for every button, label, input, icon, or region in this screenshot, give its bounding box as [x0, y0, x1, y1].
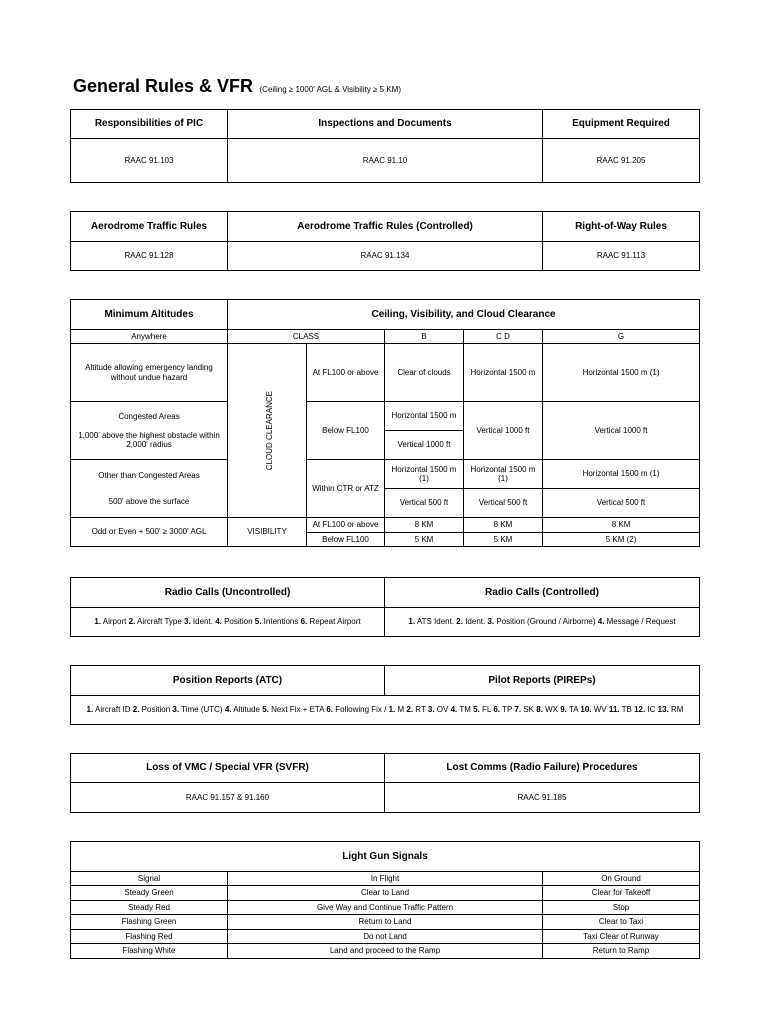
subheader-class: CLASS	[228, 330, 385, 344]
value-aerodrome-traffic: RAAC 91.128	[71, 242, 228, 271]
table-pic-responsibilities	[70, 109, 700, 183]
table-row	[71, 915, 700, 930]
other-areas-text: 500' above the surface	[108, 496, 190, 506]
cloud-clearance-text: CLOUD CLEARANCE	[264, 390, 274, 471]
b-below-vertical: Vertical 1000 ft	[385, 431, 464, 460]
header-lost-comms: Lost Comms (Radio Failure) Procedures	[385, 754, 700, 783]
step-text: Time (UTC)	[179, 705, 223, 715]
vis-g-below: 5 KM (2)	[543, 533, 700, 547]
congested-areas-cell	[71, 402, 228, 460]
step-number: 4.	[597, 617, 605, 627]
table-svfr-lost-comms	[70, 753, 700, 813]
vis-cd-below: 5 KM	[464, 533, 543, 547]
vis-label-below-fl100: Below FL100	[307, 533, 385, 547]
signal-on-ground: Stop	[543, 901, 700, 915]
step-text: Intentions	[261, 617, 299, 627]
step-text: Following Fix /	[333, 705, 387, 715]
step-text: M	[395, 705, 405, 715]
step-number: 5.	[262, 705, 269, 715]
radio-controlled-steps	[385, 608, 700, 637]
cloud-clearance-label	[228, 344, 307, 518]
step-number: 6.	[493, 705, 500, 715]
step-number: 5.	[473, 705, 480, 715]
signal-in-flight: Return to Land	[228, 915, 543, 930]
header-right-of-way: Right-of-Way Rules	[543, 212, 700, 242]
title-subtitle: (Ceiling ≥ 1000' AGL & Visibility ≥ 5 KM)	[259, 85, 401, 94]
header-ceiling-visibility: Ceiling, Visibility, and Cloud Clearance	[228, 300, 700, 330]
table-row	[71, 930, 700, 944]
value-aerodrome-controlled: RAAC 91.134	[228, 242, 543, 271]
step-text: SK	[521, 705, 534, 715]
g-ctr-vertical: Vertical 500 ft	[543, 489, 700, 518]
odd-even-rule: Odd or Even + 500' ≥ 3000' AGL	[71, 518, 228, 547]
header-inspections: Inspections and Documents	[228, 110, 543, 139]
signal-in-flight: Clear to Land	[228, 886, 543, 901]
signal-name: Flashing Green	[71, 915, 228, 930]
step-text: Aircraft Type	[135, 617, 182, 627]
step-text: OV	[434, 705, 449, 715]
table-radio-calls	[70, 577, 700, 637]
cd-fl100-horizontal: Horizontal 1500 m	[464, 344, 543, 402]
value-loss-of-vmc: RAAC 91.157 & 91.160	[71, 783, 385, 813]
signal-on-ground: Return to Ramp	[543, 944, 700, 959]
visibility-label: VISIBILITY	[228, 518, 307, 547]
radio-uncontrolled-steps	[71, 608, 385, 637]
step-number: 2.	[128, 617, 136, 627]
step-text: Aircraft ID	[93, 705, 131, 715]
header-radio-uncontrolled: Radio Calls (Uncontrolled)	[71, 578, 385, 608]
signal-name: Flashing White	[71, 944, 228, 959]
step-number: 6.	[300, 617, 308, 627]
step-text: Ident.	[462, 617, 486, 627]
vis-cd-fl100: 8 KM	[464, 518, 543, 533]
vis-label-fl100-above: At FL100 or above	[307, 518, 385, 533]
step-text: WX	[542, 705, 558, 715]
congested-areas-label: Congested Areas	[118, 411, 180, 421]
header-pilot-reports: Pilot Reports (PIREPs)	[385, 666, 700, 696]
step-text: Airport	[101, 617, 127, 627]
step-text: Ident.	[190, 617, 213, 627]
other-areas-label: Other than Congested Areas	[98, 471, 200, 481]
step-text: TB	[619, 705, 632, 715]
position-pirep-steps	[71, 696, 700, 725]
header-aerodrome-controlled: Aerodrome Traffic Rules (Controlled)	[228, 212, 543, 242]
label-below-fl100: Below FL100	[307, 402, 385, 460]
signal-name: Flashing Red	[71, 930, 228, 944]
signal-name: Steady Red	[71, 901, 228, 915]
header-responsibilities: Responsibilities of PIC	[71, 110, 228, 139]
step-number: 1.	[408, 617, 416, 627]
signal-in-flight: Land and proceed to the Ramp	[228, 944, 543, 959]
step-text: TP	[499, 705, 513, 715]
header-loss-of-vmc: Loss of VMC / Special VFR (SVFR)	[71, 754, 385, 783]
step-number: 10.	[580, 705, 592, 715]
step-text: Next Fix + ETA	[268, 705, 325, 715]
step-number: 3.	[427, 705, 435, 715]
step-number: 3.	[184, 617, 191, 627]
step-text: Position	[221, 617, 253, 627]
other-areas-cell	[71, 460, 228, 518]
column-on-ground: On Ground	[543, 872, 700, 886]
b-ctr-vertical: Vertical 500 ft	[385, 489, 464, 518]
step-number: 8.	[536, 705, 543, 715]
signal-in-flight: Do not Land	[228, 930, 543, 944]
subheader-anywhere: Anywhere	[71, 330, 228, 344]
step-number: 5.	[254, 617, 262, 627]
step-number: 13.	[657, 705, 669, 715]
table-minimum-altitudes-vmc	[70, 299, 700, 547]
header-equipment: Equipment Required	[543, 110, 700, 139]
table-row	[71, 886, 700, 901]
step-number: 11.	[608, 705, 620, 715]
header-position-reports: Position Reports (ATC)	[71, 666, 385, 696]
step-text: RT	[413, 705, 426, 715]
cd-ctr-vertical: Vertical 500 ft	[464, 489, 543, 518]
subheader-class-b: B	[385, 330, 464, 344]
signal-on-ground: Taxi Clear of Runway	[543, 930, 700, 944]
step-number: 1.	[388, 705, 396, 715]
b-below-horizontal: Horizontal 1500 m	[385, 402, 464, 431]
value-responsibilities: RAAC 91.103	[71, 139, 228, 183]
step-text: Position	[139, 705, 171, 715]
step-number: 2.	[456, 617, 463, 627]
congested-areas-text: 1,000' above the highest obstacle within 2,000' radius	[78, 430, 220, 450]
step-number: 1.	[86, 705, 94, 715]
title-main: General Rules & VFR	[73, 76, 254, 96]
table-row	[71, 901, 700, 915]
step-text: TA	[566, 705, 579, 715]
step-text: WV	[591, 705, 607, 715]
step-text: IC	[645, 705, 656, 715]
table-row	[71, 944, 700, 959]
g-below-vertical: Vertical 1000 ft	[543, 402, 700, 460]
page-title	[73, 76, 401, 97]
step-text: Position (Ground / Airborne)	[494, 617, 596, 627]
g-ctr-horizontal: Horizontal 1500 m (1)	[543, 460, 700, 489]
header-minimum-altitudes: Minimum Altitudes	[71, 300, 228, 330]
step-text: RM	[668, 705, 684, 715]
step-text: Altitude	[231, 705, 260, 715]
step-number: 3.	[487, 617, 495, 627]
subheader-class-g: G	[543, 330, 700, 344]
value-equipment: RAAC 91.205	[543, 139, 700, 183]
step-number: 12.	[634, 705, 646, 715]
signal-name: Steady Green	[71, 886, 228, 901]
signal-on-ground: Clear to Taxi	[543, 915, 700, 930]
step-text: Repeat Airport	[307, 617, 361, 627]
header-radio-controlled: Radio Calls (Controlled)	[385, 578, 700, 608]
value-right-of-way: RAAC 91.113	[543, 242, 700, 271]
column-in-flight: In Flight	[228, 872, 543, 886]
step-number: 2.	[406, 705, 414, 715]
signal-on-ground: Clear for Takeoff	[543, 886, 700, 901]
vis-g-fl100: 8 KM	[543, 518, 700, 533]
step-number: 4.	[450, 705, 458, 715]
cd-ctr-horizontal: Horizontal 1500 m (1)	[464, 460, 543, 489]
position-report-steps	[87, 705, 387, 714]
pirep-steps	[389, 705, 684, 714]
vis-b-below: 5 KM	[385, 533, 464, 547]
table-aerodrome-rules	[70, 211, 700, 271]
step-text: ATS Ident.	[415, 617, 455, 627]
g-fl100-horizontal: Horizontal 1500 m (1)	[543, 344, 700, 402]
header-light-gun-signals: Light Gun Signals	[71, 842, 700, 872]
step-number: 2.	[132, 705, 140, 715]
step-number: 9.	[560, 705, 567, 715]
vis-b-fl100: 8 KM	[385, 518, 464, 533]
subheader-class-cd: C D	[464, 330, 543, 344]
altitude-emergency-landing: Altitude allowing emergency landing without undue hazard	[71, 344, 228, 402]
label-within-ctr: Within CTR or ATZ	[307, 460, 385, 518]
table-light-gun-signals	[70, 841, 700, 959]
table-position-reports	[70, 665, 700, 725]
cd-below-vertical: Vertical 1000 ft	[464, 402, 543, 460]
step-number: 4.	[224, 705, 232, 715]
step-number: 3.	[172, 705, 180, 715]
step-text: FL	[479, 705, 492, 715]
step-number: 1.	[94, 617, 101, 627]
b-fl100-clear: Clear of clouds	[385, 344, 464, 402]
column-signal: Signal	[71, 872, 228, 886]
step-text: Message / Request	[604, 617, 676, 627]
step-number: 7.	[514, 705, 522, 715]
value-inspections: RAAC 91.10	[228, 139, 543, 183]
signal-in-flight: Give Way and Continue Traffic Pattern	[228, 901, 543, 915]
header-aerodrome-traffic: Aerodrome Traffic Rules	[71, 212, 228, 242]
label-fl100-above: At FL100 or above	[307, 344, 385, 402]
step-number: 6.	[326, 705, 333, 715]
step-number: 4.	[215, 617, 222, 627]
value-lost-comms: RAAC 91.185	[385, 783, 700, 813]
b-ctr-horizontal: Horizontal 1500 m (1)	[385, 460, 464, 489]
step-text: TM	[457, 705, 471, 715]
